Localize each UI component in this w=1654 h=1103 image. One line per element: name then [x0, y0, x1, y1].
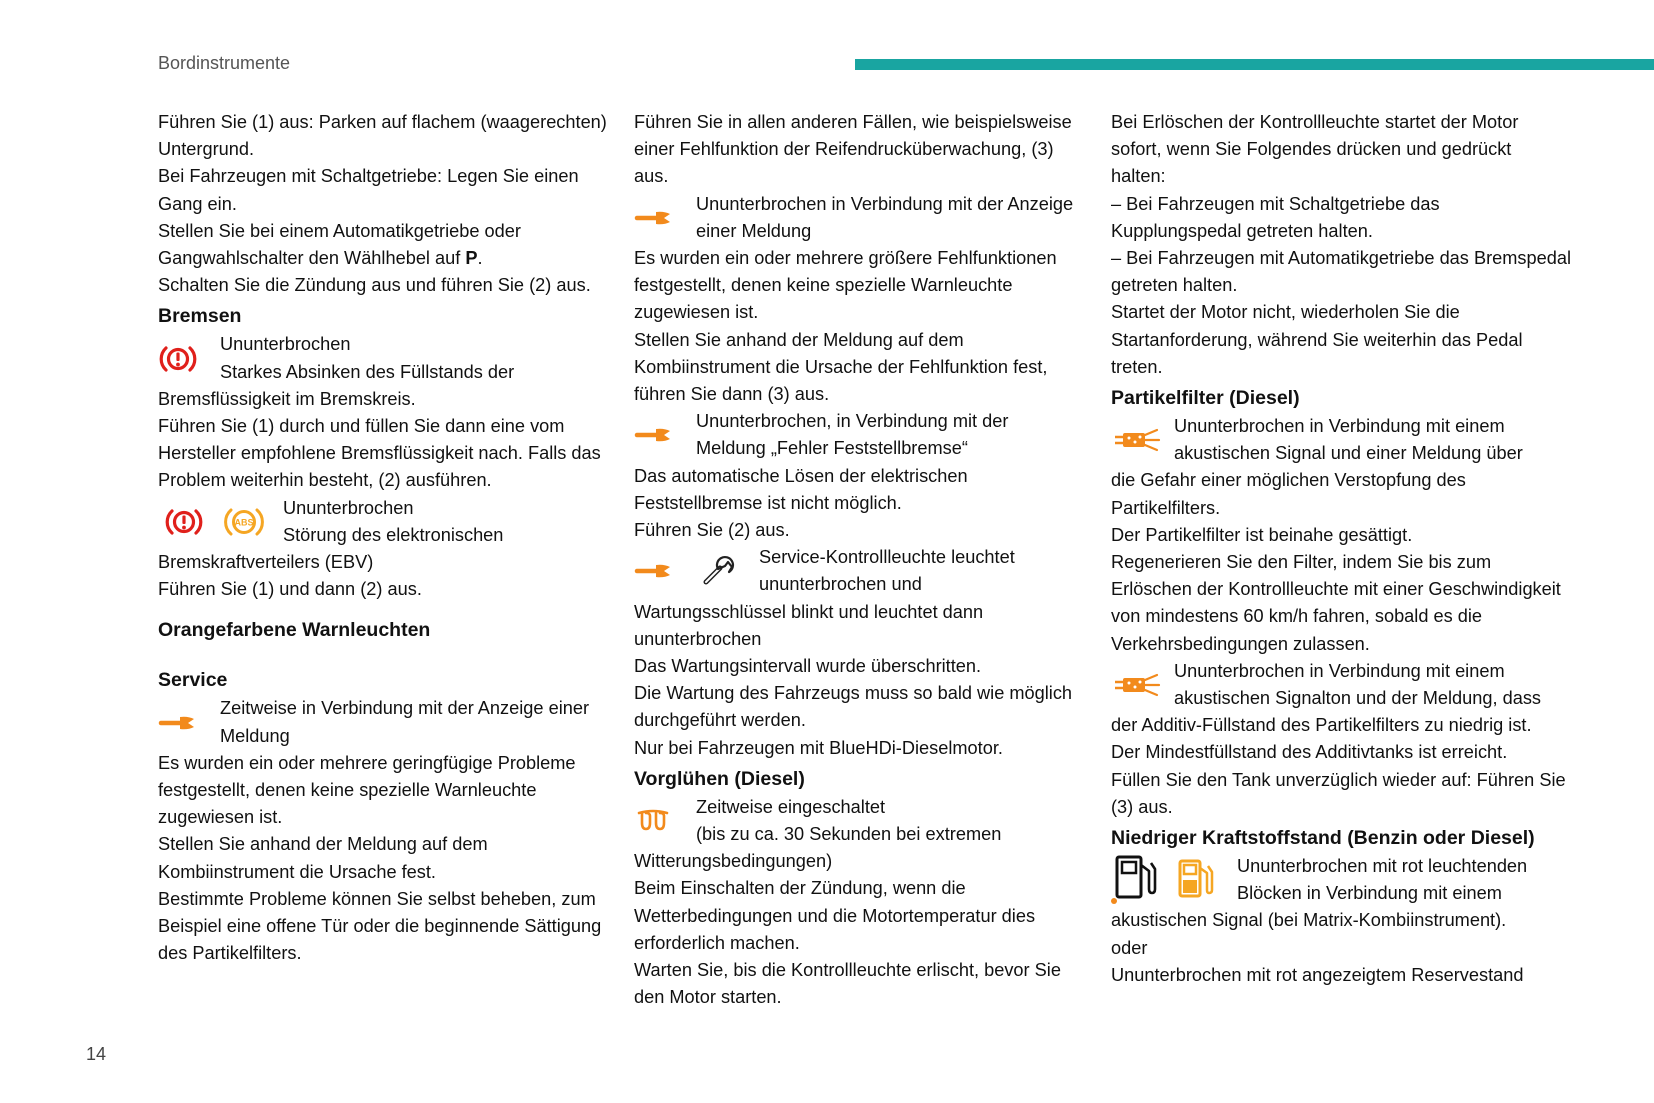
paragraph: Die Wartung des Fahrzeugs muss so bald wie möglich durchgeführt werden.	[634, 683, 1073, 731]
paragraph: Stellen Sie bei einem Automatikgetriebe oder Gangwahlschalter den Wählhebel auf P.	[158, 220, 521, 269]
paragraph: der Additiv-Füllstand des Partikelfilters zu niedrig ist.	[1111, 715, 1532, 736]
entry-line: akustischen Signalton und der Meldung, dass	[1174, 688, 1542, 709]
paragraph: Das automatische Lösen der elektrischen Feststellbremse ist nicht möglich.	[634, 465, 968, 513]
paragraph: Bestimmte Probleme können Sie selbst beheben, zum Beispiel eine offene Tür oder die beginnende Sättigung des Partikelfilters.	[158, 888, 602, 964]
entry-line: Zeitweise in Verbindung mit der Anzeige einer	[220, 698, 590, 719]
service-wrench-icon	[634, 560, 676, 582]
entry-line: Starkes Absinken des Füllstands der	[220, 361, 515, 382]
paragraph: Der Partikelfilter ist beinahe gesättigt.	[1111, 524, 1413, 545]
particle-filter-icon	[1111, 671, 1163, 699]
paragraph: Wartungsschlüssel blinkt und leuchtet dann ununterbrochen	[634, 601, 984, 649]
entry-line: Ununterbrochen	[220, 334, 351, 355]
paragraph: Beim Einschalten der Zündung, wenn die Wetterbedingungen und die Motortemperatur dies erforderlich machen.	[634, 878, 1036, 953]
paragraph: Schalten Sie die Zündung aus und führen Sie (2) aus.	[158, 275, 591, 296]
column-middle	[634, 109, 1089, 1012]
gear-letter: P	[465, 248, 478, 269]
paragraph: Bei Erlöschen der Kontrollleuchte startet der Motor sofort, wenn Sie Folgendes drücken und gedrückt halten:	[1111, 112, 1519, 187]
entry-line: akustischen Signal und einer Meldung über	[1174, 443, 1523, 464]
paragraph: Regenerieren Sie den Filter, indem Sie bis zum Erlöschen der Kontrollleuchte mit einer Geschwindigkeit von mindestens 60 km/h fahren, sobald es die Verkehrsbedingungen zulassen.	[1111, 552, 1561, 654]
column-left	[158, 109, 608, 967]
page-number: 14	[86, 1044, 107, 1064]
service-wrench-icon	[634, 207, 676, 229]
svg-text:ABS: ABS	[234, 517, 254, 528]
paragraph: Nur bei Fahrzeugen mit BlueHDi-Dieselmotor.	[634, 737, 1003, 758]
heading-partikelfilter: Partikelfilter (Diesel)	[1111, 387, 1300, 410]
paragraph: Das Wartungsintervall wurde überschritten.	[634, 656, 982, 677]
paragraph: Es wurden ein oder mehrere größere Fehlfunktionen festgestellt, denen keine spezielle Warnleuchte zugewiesen ist.	[634, 248, 1057, 323]
warning-entry	[634, 544, 1089, 598]
heading-bremsen: Bremsen	[158, 305, 242, 328]
entry-line: Service-Kontrollleuchte leuchtet	[759, 547, 1015, 568]
entry-line: Meldung	[220, 725, 290, 746]
abs-warning-icon	[222, 506, 266, 538]
entry-line: Ununterbrochen mit rot leuchtenden	[1237, 856, 1528, 877]
particle-filter-icon	[1111, 426, 1163, 454]
entry-line: Meldung „Fehler Feststellbremse“	[696, 438, 968, 459]
paragraph: – Bei Fahrzeugen mit Automatikgetriebe das Bremspedal getreten halten.	[1111, 248, 1571, 296]
heading-service: Service	[158, 669, 228, 692]
warning-entry	[158, 331, 608, 385]
paragraph: akustischen Signal (bei Matrix-Kombiinstrument).	[1111, 910, 1507, 931]
heading-orange-warnings: Orangefarbene Warnleuchten	[158, 619, 431, 642]
paragraph: Führen Sie in allen anderen Fällen, wie beispielsweise einer Fehlfunktion der Reifendrucküberwachung, (3) aus.	[634, 112, 1072, 187]
paragraph: Ununterbrochen mit rot angezeigtem Reservestand	[1111, 964, 1524, 985]
warning-entry	[1111, 413, 1571, 467]
paragraph: Startet der Motor nicht, wiederholen Sie die Startanforderung, während Sie weiterhin das Pedal treten.	[1111, 302, 1523, 377]
warning-entry	[158, 495, 608, 549]
paragraph: Füllen Sie den Tank unverzüglich wieder auf: Führen Sie (3) aus.	[1111, 769, 1566, 817]
paragraph: Der Mindestfüllstand des Additivtanks ist erreicht.	[1111, 742, 1508, 763]
paragraph: Witterungsbedingungen)	[634, 851, 833, 872]
entry-line: (bis zu ca. 30 Sekunden bei extremen	[696, 824, 1002, 845]
entry-line: Ununterbrochen, in Verbindung mit der	[696, 411, 1009, 432]
paragraph: – Bei Fahrzeugen mit Schaltgetriebe das Kupplungspedal getreten halten.	[1111, 193, 1440, 241]
maintenance-spanner-icon	[700, 555, 738, 587]
entry-line: Störung des elektronischen	[283, 524, 504, 545]
warning-entry	[634, 408, 1089, 462]
paragraph: Stellen Sie anhand der Meldung auf dem Kombiinstrument die Ursache fest.	[158, 834, 488, 882]
paragraph: Bremsflüssigkeit im Bremskreis.	[158, 388, 416, 409]
paragraph: Bei Fahrzeugen mit Schaltgetriebe: Legen Sie einen Gang ein.	[158, 166, 579, 214]
paragraph: Führen Sie (2) aus.	[634, 520, 790, 541]
entry-line: Ununterbrochen in Verbindung mit einem	[1174, 416, 1505, 437]
entry-line: Zeitweise eingeschaltet	[696, 796, 886, 817]
entry-line: Blöcken in Verbindung mit einem	[1237, 883, 1502, 904]
fuel-pump-icon	[1175, 858, 1217, 902]
entry-line: Ununterbrochen in Verbindung mit der Anzeige	[696, 193, 1074, 214]
heading-fuel-level: Niedriger Kraftstoffstand (Benzin oder Diesel)	[1111, 827, 1535, 850]
paragraph: Führen Sie (1) und dann (2) aus.	[158, 579, 422, 600]
service-wrench-icon	[158, 712, 200, 734]
warning-entry	[1111, 658, 1571, 712]
warning-entry	[1111, 853, 1571, 907]
header-accent-bar	[855, 59, 1654, 70]
fuel-pump-icon	[1111, 853, 1163, 907]
heading-vorgluehen: Vorglühen (Diesel)	[634, 767, 805, 790]
entry-line: Ununterbrochen	[283, 497, 414, 518]
paragraph: Bremskraftverteilers (EBV)	[158, 552, 374, 573]
paragraph: Warten Sie, bis die Kontrollleuchte erlischt, bevor Sie den Motor starten.	[634, 960, 1061, 1008]
paragraph: oder	[1111, 937, 1148, 958]
entry-line: Ununterbrochen in Verbindung mit einem	[1174, 660, 1505, 681]
paragraph: die Gefahr einer möglichen Verstopfung des Partikelfilters.	[1111, 470, 1466, 518]
glow-plug-icon	[634, 807, 672, 835]
service-wrench-icon	[634, 424, 676, 446]
warning-entry	[158, 695, 608, 749]
warning-entry	[634, 191, 1089, 245]
paragraph: Führen Sie (1) durch und füllen Sie dann eine vom Hersteller empfohlene Bremsflüssigkeit nach. Falls das Problem weiterhin besteht, (2) ausführen.	[158, 416, 601, 491]
paragraph: Es wurden ein oder mehrere geringfügige Probleme festgestellt, denen keine spezielle Warnleuchte zugewiesen ist.	[158, 752, 576, 828]
column-right	[1111, 109, 1571, 989]
paragraph: Stellen Sie anhand der Meldung auf dem Kombiinstrument die Ursache der Fehlfunktion fest, führen Sie dann (3) aus.	[634, 329, 1048, 405]
brake-warning-icon	[158, 344, 198, 374]
entry-line: einer Meldung	[696, 220, 812, 241]
warning-entry	[634, 794, 1089, 848]
paragraph: Führen Sie (1) aus: Parken auf flachem (waagerechten) Untergrund.	[158, 112, 607, 160]
brake-warning-icon	[164, 507, 204, 537]
entry-line: ununterbrochen und	[759, 574, 922, 595]
section-label: Bordinstrumente	[158, 53, 291, 73]
